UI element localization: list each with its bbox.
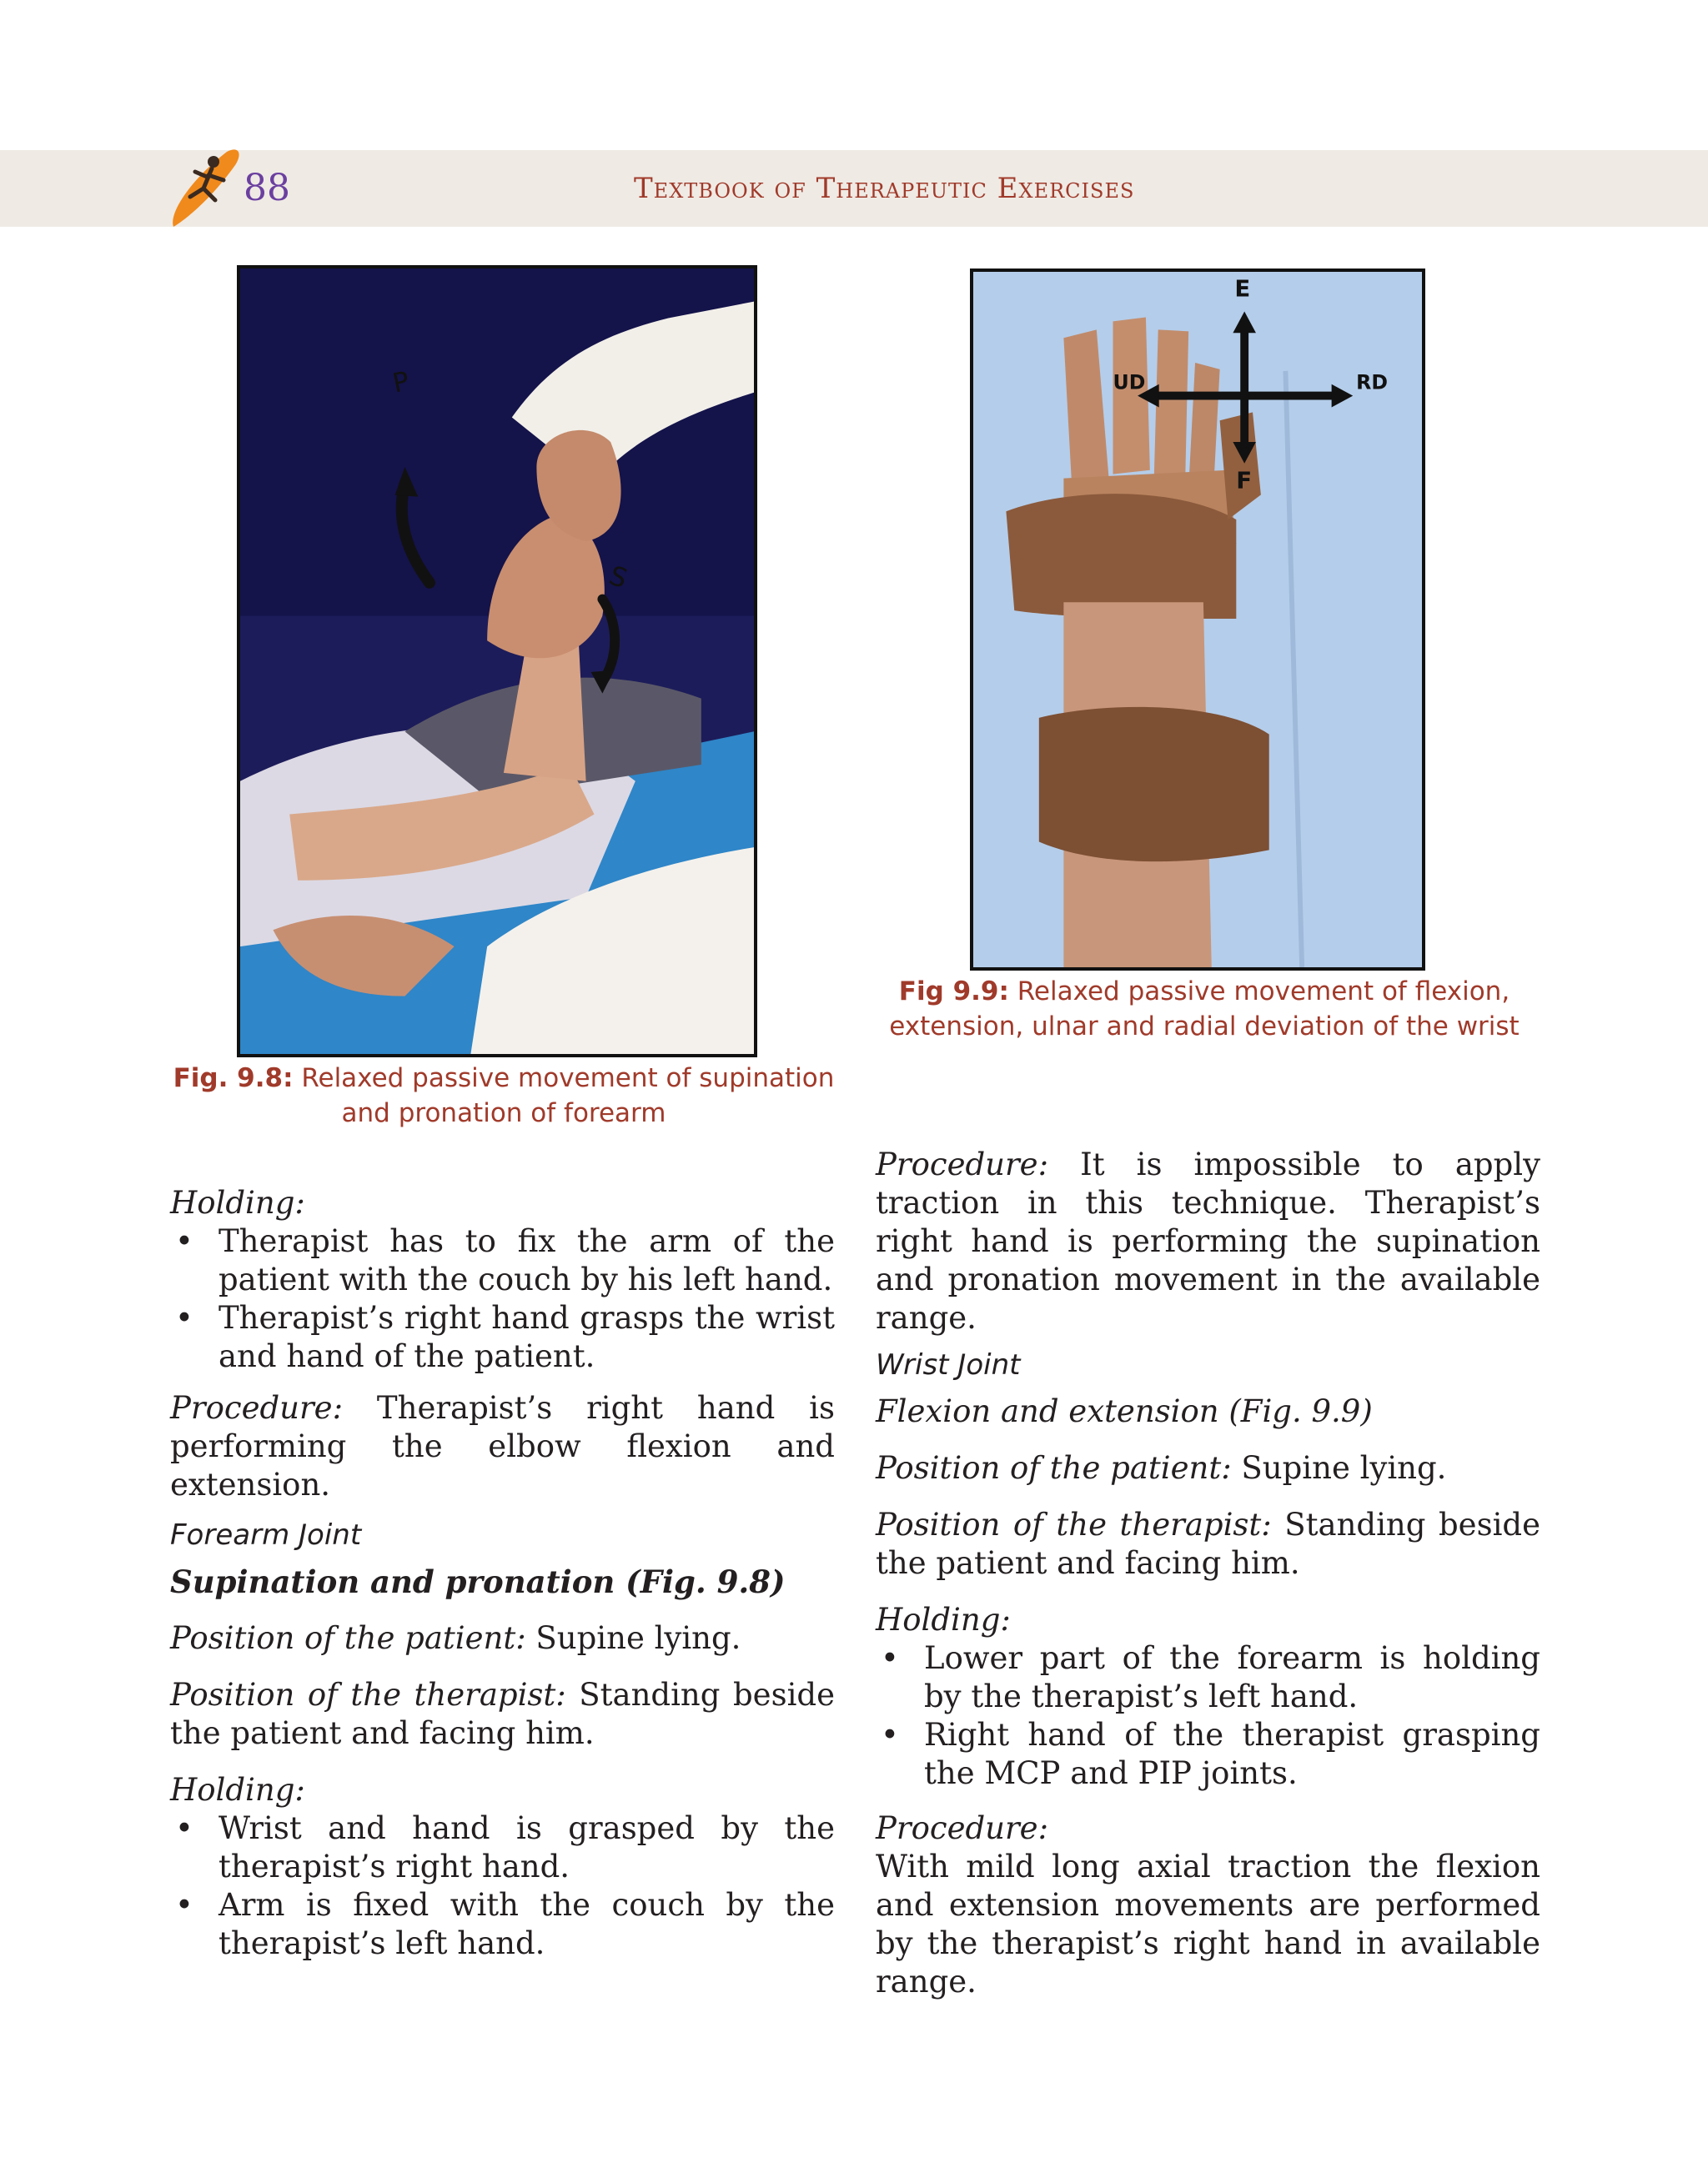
list-item: • Right hand of the therapist grasping the MCP and PIP joints. (881, 1717, 1540, 1791)
holding-heading: Holding: (170, 1185, 305, 1221)
right-procedure-paragraph (876, 1146, 1540, 1337)
figure-9-9-caption-text: Relaxed passive movement of flexion, extension, ulnar and radial deviation of the wrist (889, 976, 1520, 1041)
holding-list (876, 1639, 1540, 1793)
list-item: • Wrist and hand is grasped by the therapist’s right hand. (175, 1810, 835, 1884)
right-procedure-paragraph-2 (876, 1809, 1540, 2001)
svg-text:S: S (605, 560, 631, 595)
procedure-text: It is impossible to apply traction in this technique. Therapist’s right hand is performing the supination and pronation movement in the available range. (876, 1147, 1540, 1336)
figure-9-8-photo (237, 265, 757, 1057)
procedure-label: Procedure: (876, 1147, 1049, 1182)
left-procedure-paragraph (170, 1389, 835, 1504)
wrist-joint-heading: Wrist Joint (876, 1348, 1021, 1382)
figure-9-9-photo (970, 268, 1425, 971)
page-number: 88 (244, 167, 290, 209)
holding-list (170, 1222, 835, 1376)
svg-text:F: F (1236, 466, 1253, 494)
right-therapist-position: Position of the therapist: Standing beside the patient and facing him. (876, 1507, 1540, 1581)
procedure-text: With mild long axial traction the flexion and extension movements are performed by the therapist’s right hand in available range. (876, 1849, 1540, 2000)
list-item: • Arm is fixed with the couch by the therapist’s left hand. (175, 1887, 835, 1961)
supination-pronation-heading: Supination and pronation (Fig. 9.8) (170, 1563, 786, 1600)
figure-9-8-caption-text: Relaxed passive movement of supination and pronation of forearm (301, 1063, 835, 1128)
list-item: • Therapist has to fix the arm of the patient with the couch by his left hand. (175, 1223, 835, 1297)
figure-9-9-label: Fig 9.9: (898, 976, 1009, 1006)
svg-text:UD: UD (1113, 370, 1146, 394)
right-holding-section (876, 1601, 1540, 1793)
list-item: • Lower part of the forearm is holding by the therapist’s left hand. (881, 1640, 1540, 1714)
svg-text:E: E (1234, 274, 1251, 303)
left-holding-section-2 (170, 1771, 835, 1963)
left-therapist-position: Position of the therapist: Standing beside the patient and facing him. (170, 1677, 835, 1751)
procedure-text: Therapist’s right hand is performing the elbow flexion and extension. (170, 1390, 835, 1503)
left-patient-position: Position of the patient: Supine lying. (170, 1620, 741, 1656)
right-patient-position: Position of the patient: Supine lying. (876, 1450, 1447, 1486)
runner-logo-icon (165, 147, 242, 230)
forearm-joint-heading: Forearm Joint (170, 1518, 362, 1552)
list-item: • Therapist’s right hand grasps the wrist and hand of the patient. (175, 1300, 835, 1374)
running-title: Textbook of Therapeutic Exercises (634, 172, 1135, 205)
holding-list (170, 1809, 835, 1963)
procedure-label: Procedure: (876, 1810, 1049, 1846)
left-holding-section (170, 1184, 835, 1376)
holding-heading: Holding: (876, 1602, 1011, 1638)
figure-9-8-label: Fig. 9.8: (173, 1063, 294, 1093)
flexion-extension-heading: Flexion and extension (Fig. 9.9) (876, 1393, 1373, 1429)
svg-text:RD: RD (1356, 370, 1389, 394)
procedure-label: Procedure: (170, 1390, 344, 1426)
holding-heading: Holding: (170, 1772, 305, 1808)
figure-9-9-caption (867, 974, 1541, 1044)
figure-9-8-caption (167, 1061, 841, 1131)
svg-text:P: P (389, 366, 412, 399)
